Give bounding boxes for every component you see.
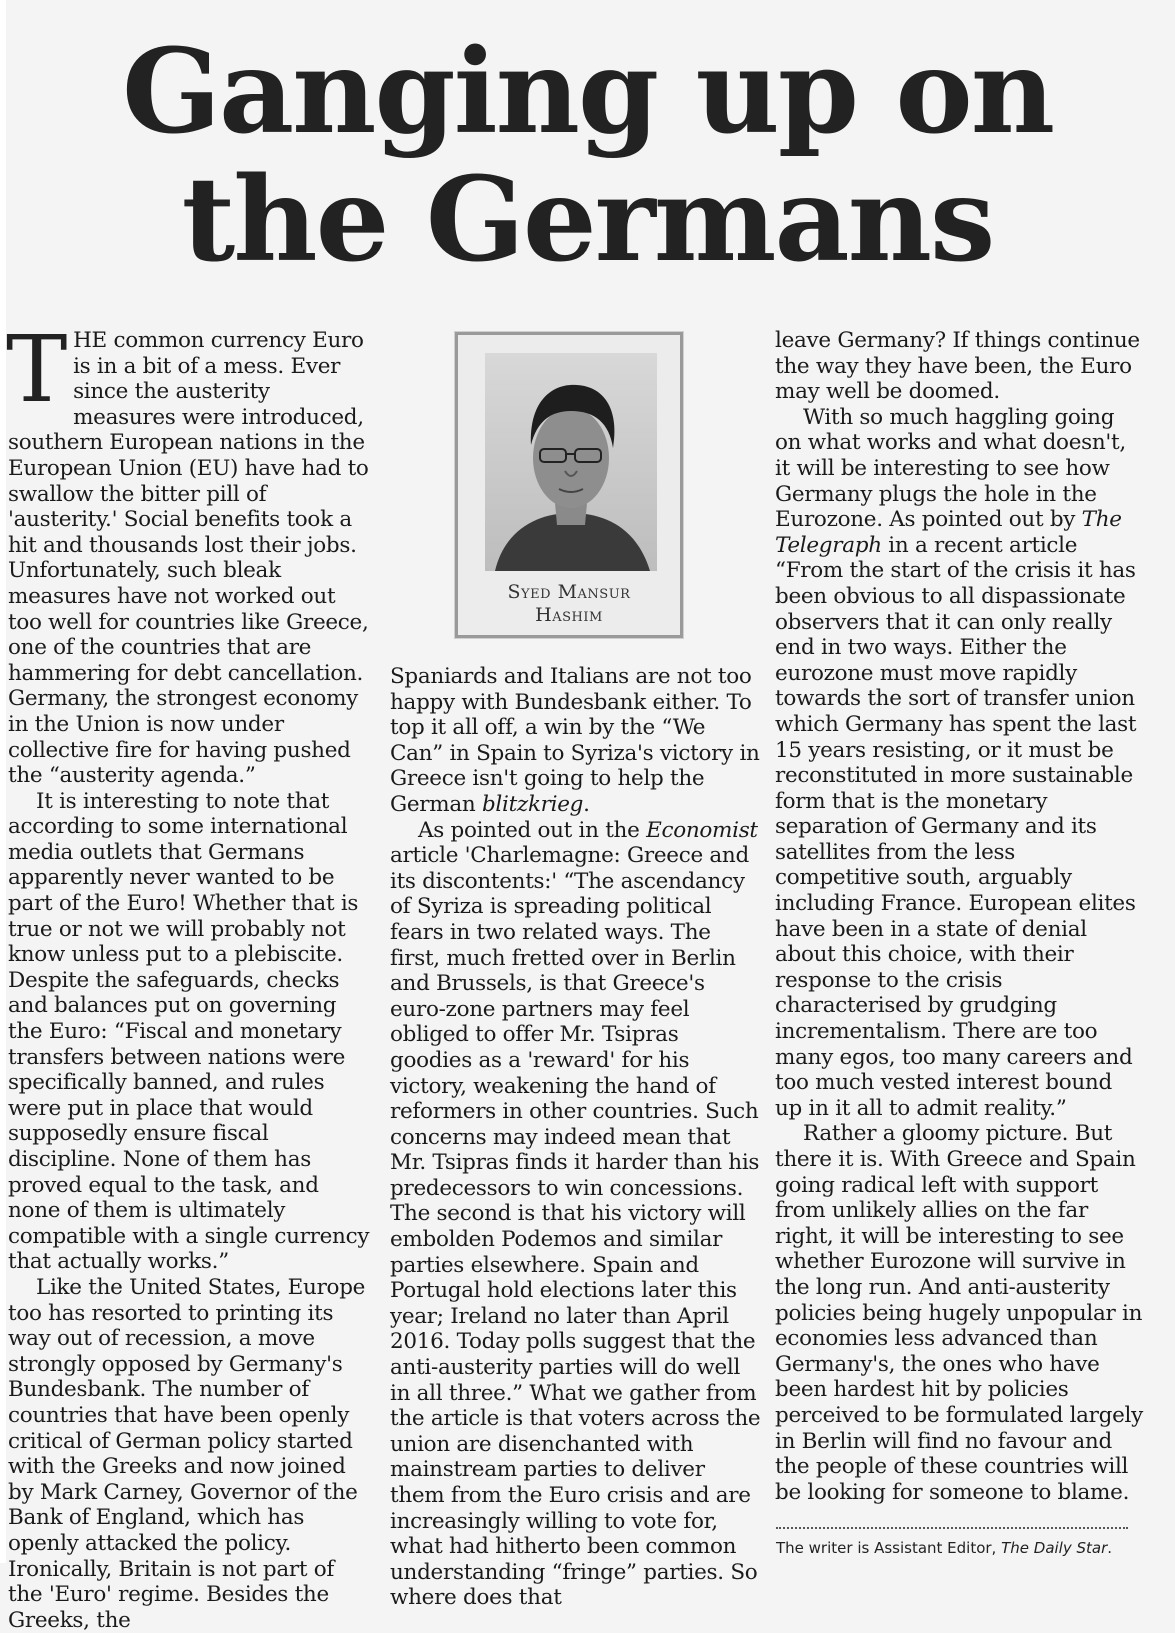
paragraph — [6, 316, 370, 789]
headline — [0, 24, 1175, 288]
article-column-3 — [775, 328, 1143, 1505]
author-byline — [458, 581, 680, 627]
publication-name: The Daily Star — [1001, 1539, 1108, 1557]
paragraph — [775, 405, 1143, 1122]
paragraph: It is interesting to note that according to some international media outlets that Germans apparently never wanted to be part of the Euro! Whether that is true or not we will probably not know unless put to a plebiscite. Despite the safeguards, checks and balances put on governing the Euro: “Fiscal and monetary transfers between nations were specifically banned, and rules were put in place that would supposedly ensure fiscal discipline. None of them has proved equal to the task, and none of them is ultimately compatible with a single currency that actually works.” — [8, 788, 370, 1275]
author-name-line-2: Hashim — [535, 604, 603, 626]
italic-term: blitzkrieg — [481, 791, 584, 817]
article-column-2 — [390, 664, 762, 1611]
footnote-text: The writer is Assistant Editor, — [776, 1539, 1002, 1557]
headline-line-2: the Germans — [181, 152, 994, 288]
article-column-1 — [6, 316, 370, 1633]
paragraph — [390, 818, 762, 1611]
paragraph-text: article 'Charlemagne: Greece and its discontents:' “The ascendancy of Syriza is spreading political fears in two related ways. The first, much fretted over in Berlin and Brussels, is that Greece's euro-zone partners may feel obliged to offer Mr. Tsipras goodies as a 'reward' for his victory, weakening the hand of reformers in other countries. Such concerns may indeed mean that Mr. Tsipras finds it harder than his predecessors to win concessions. The second is that his victory will embolden Podemos and similar parties elsewhere. Spain and Portugal hold elections later this year; Ireland no later than April 2016. Today polls suggest that the anti-austerity parties will do well in all three.” What we gather from the article is that voters across the union are disenchanted with mainstream parties to deliver them from the Euro crisis and are increasingly willing to vote for, what had hitherto been common understanding “fringe” parties. So where does that — [390, 843, 761, 1611]
author-name-line-1: Syed Mansur — [507, 581, 631, 603]
headline-line-1: Ganging up on — [121, 24, 1054, 160]
paragraph-text: . — [583, 791, 590, 817]
footnote-divider — [776, 1527, 1128, 1529]
author-footnote — [776, 1538, 1156, 1558]
author-portrait-image — [485, 353, 657, 571]
publication-name: Economist — [646, 817, 758, 843]
paragraph-text: With so much haggling going on what works and what doesn't, it will be interesting to see how Germany plugs the hole in the Eurozone. As pointed out by — [775, 404, 1126, 533]
paragraph-text: in a recent article “From the start of the crisis it has been obvious to all dispassionate observers that it can only really end in two ways. Either the eurozone must move rapidly towards the sort of transfer union which Germany has spent the last 15 years resisting, or it must be reconstituted in more sustainable form that is the monetary separation of Germany and its satellites from the less competitive south, arguably including France. European elites have been in a state of denial about this choice, with their response to the crisis characterised by grudging incrementalism. There are too many egos, too many careers and too much vested interest bound up in it all to admit reality.” — [775, 532, 1137, 1121]
paragraph: leave Germany? If things continue the way they have been, the Euro may well be doomed. — [775, 328, 1140, 405]
publication-name: The Telegraph — [775, 507, 1122, 558]
author-photo-box — [455, 332, 683, 638]
paragraph: Like the United States, Europe too has resorted to printing its way out of recession, a move strongly opposed by Germany's Bundesbank. The number of countries that have been openly critical of German policy started with the Greeks and now joined by Mark Carney, Governor of the Bank of England, which has openly attacked the policy. Ironically, Britain is not part of the 'Euro' regime. Besides the Greeks, the — [8, 1274, 366, 1633]
paragraph: Rather a gloomy picture. But there it is. With Greece and Spain going radical left with support from unlikely allies on the far right, it will be interesting to see whether Eurozone will survive in the long run. And anti-austerity policies being hugely unpopular in economies less advanced than Germany's, the ones who have been hardest hit by policies perceived to be formulated largely in Berlin will find no favour and the people of these countries will be looking for someone to blame. — [775, 1121, 1143, 1505]
paragraph — [390, 664, 762, 818]
paragraph-text: As pointed out in the — [418, 817, 647, 843]
paragraph-text: HE common currency Euro is in a bit of a mess. Ever since the austerity measures were introduced, southern European nations in the European Union (EU) have had to swallow the bitter pill of 'austerity.' Social benefits took a hit and thousands lost their jobs. Unfortunately, such bleak measures have not worked out too well for countries like Greece, one of the countries that are hammering for debt cancellation. Germany, the strongest economy in the Union is now under collective fire for having pushed the “austerity agenda.” — [8, 328, 369, 789]
drop-cap: T — [6, 316, 68, 423]
footnote-text: . — [1107, 1539, 1113, 1557]
paragraph-text: Spaniards and Italians are not too happy with Bundesbank either. To top it all off, a win by the “We Can” in Spain to Syriza's victory in Greece isn't going to help the German — [390, 664, 760, 817]
